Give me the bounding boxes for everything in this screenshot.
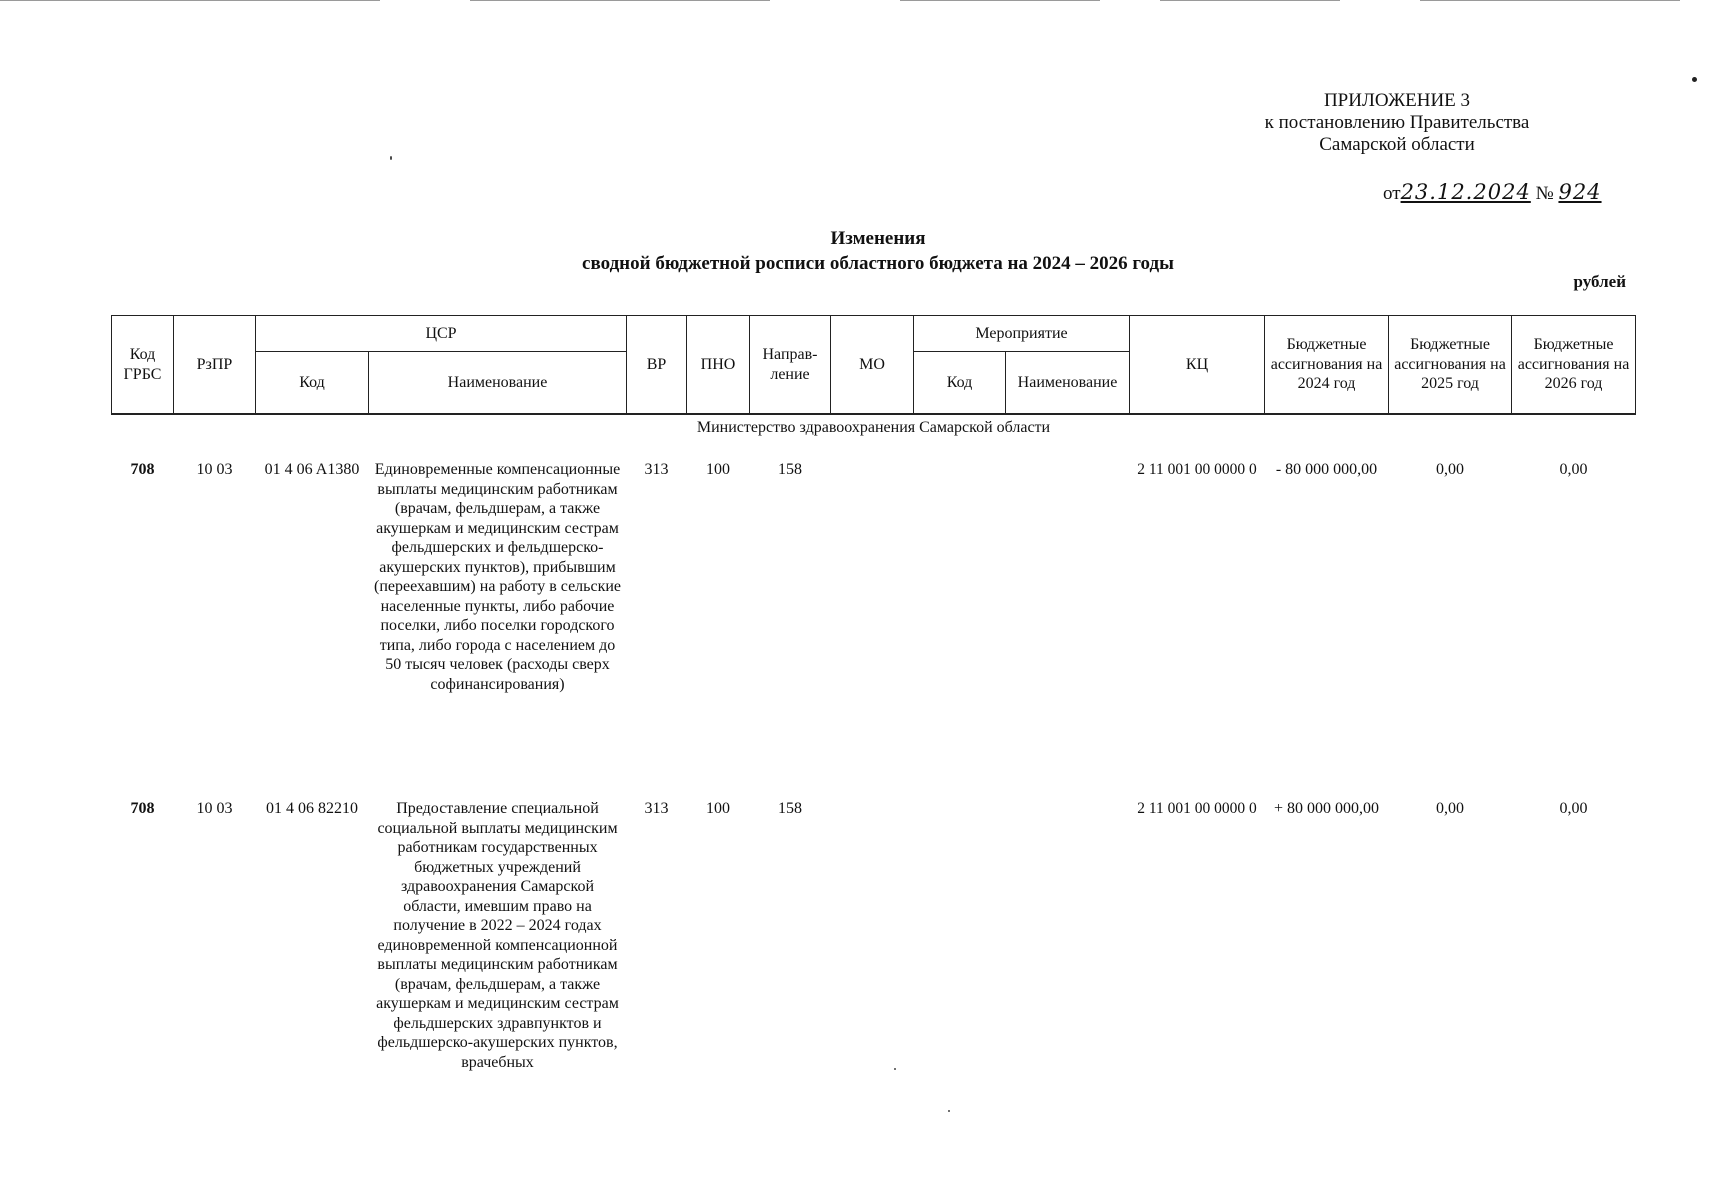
scan-speck — [390, 156, 392, 160]
header-csr-kod: Код — [256, 352, 369, 415]
header-pno: ПНО — [687, 316, 750, 415]
header-csr: ЦСР — [256, 316, 627, 352]
handwritten-date: 23.12.2024 — [1400, 180, 1531, 204]
cell-meropriyatie-kod — [914, 456, 1006, 795]
cell-grbs: 708 — [130, 800, 155, 817]
scan-speck — [894, 1068, 896, 1070]
cell-budget-2026: 0,00 — [1559, 800, 1588, 817]
scan-speck — [1692, 77, 1697, 82]
header-vr: ВР — [627, 316, 687, 415]
title-line-2: сводной бюджетной росписи областного бюджета на 2024 – 2026 годы — [582, 253, 1174, 274]
cell-rzpr: 10 03 — [196, 800, 233, 817]
cell-budget-2025: 0,00 — [1436, 461, 1465, 478]
cell-budget-2024: + 80 000 000,00 — [1274, 800, 1380, 817]
cell-vr: 313 — [644, 800, 669, 817]
header-budget-2025: Бюджетные ассигнования на 2025 год — [1389, 316, 1512, 415]
header-napravlenie: Направ-ление — [750, 316, 831, 415]
title-line-1: Изменения — [830, 228, 926, 249]
cell-meropriyatie-name — [1006, 456, 1130, 795]
header-meropriyatie-kod: Код — [914, 352, 1006, 415]
cell-napravlenie: 158 — [778, 461, 802, 478]
date-prefix: от — [1383, 183, 1401, 204]
document-title — [0, 226, 1712, 276]
cell-kc: 2 11 001 00 0000 0 — [1137, 800, 1257, 817]
cell-rzpr: 10 03 — [196, 461, 233, 478]
decree-date-number — [1383, 180, 1602, 205]
table-row — [112, 456, 1636, 795]
cell-vr: 313 — [644, 461, 669, 478]
header-meropriyatie-name: Наименование — [1006, 352, 1130, 415]
appendix-decree-ref: к постановлению Правительства — [1264, 112, 1530, 133]
cell-budget-2026: 0,00 — [1559, 461, 1588, 478]
cell-kc: 2 11 001 00 0000 0 — [1137, 461, 1257, 478]
cell-budget-2024: - 80 000 000,00 — [1275, 461, 1378, 478]
cell-grbs: 708 — [130, 461, 155, 478]
cell-budget-2025: 0,00 — [1436, 800, 1465, 817]
appendix-region: Самарской области — [1319, 134, 1475, 155]
units-label: рублей — [1573, 272, 1626, 291]
cell-pno: 100 — [706, 800, 730, 817]
handwritten-number: 924 — [1558, 180, 1602, 204]
scan-speck — [948, 1110, 950, 1112]
budget-changes-table — [111, 315, 1636, 1119]
header-kod-grbs: Код ГРБС — [112, 316, 174, 415]
header-budget-2026: Бюджетные ассигнования на 2026 год — [1512, 316, 1636, 415]
header-rzpr: РзПР — [174, 316, 256, 415]
header-kc: КЦ — [1130, 316, 1265, 415]
cell-csr-kod: 01 4 06 82210 — [266, 800, 358, 817]
cell-meropriyatie-name — [1006, 795, 1130, 1119]
appendix-block — [1187, 90, 1607, 156]
appendix-title: ПРИЛОЖЕНИЕ 3 — [1323, 90, 1471, 111]
header-mo: МО — [831, 316, 914, 415]
ministry-section-title: Министерство здравоохранения Самарской области — [696, 419, 1051, 436]
header-csr-name: Наименование — [369, 352, 627, 415]
header-meropriyatie: Мероприятие — [914, 316, 1130, 352]
cell-csr-name: Единовременные компенсационные выплаты медицинским работникам (врачам, фельдшерам, а также акушеркам и медицинским сестрам фельдшерских и фельдшерско-акушерских пунктов), прибывшим (переехавшим) на работу в сельские населенные пункты, либо рабочие поселки, либо поселки городского типа, либо города с населением до 50 тысяч человек (расходы сверх софинансирования) — [373, 461, 621, 693]
cell-meropriyatie-kod — [914, 795, 1006, 1119]
number-prefix: № — [1535, 183, 1554, 204]
table-row — [112, 795, 1636, 1119]
header-budget-2024: Бюджетные ассигнования на 2024 год — [1265, 316, 1389, 415]
page-top-edge — [0, 0, 1712, 2]
cell-napravlenie: 158 — [778, 800, 802, 817]
cell-csr-kod: 01 4 06 A1380 — [264, 461, 360, 478]
cell-mo — [831, 795, 914, 1119]
cell-csr-name: Предоставление специальной социальной выплаты медицинским работникам государственных бюджетных учреждений здравоохранения Самарской области, имевшим право на получение в 2022 – 2024 годах единовременной компенсационной выплаты медицинским работникам (врачам, фельдшерам, а также акушеркам и медицинским сестрам фельдшерских здравпунктов и фельдшерско-акушерских пунктов, врачебных — [376, 800, 619, 1071]
cell-mo — [831, 456, 914, 795]
cell-pno: 100 — [706, 461, 730, 478]
